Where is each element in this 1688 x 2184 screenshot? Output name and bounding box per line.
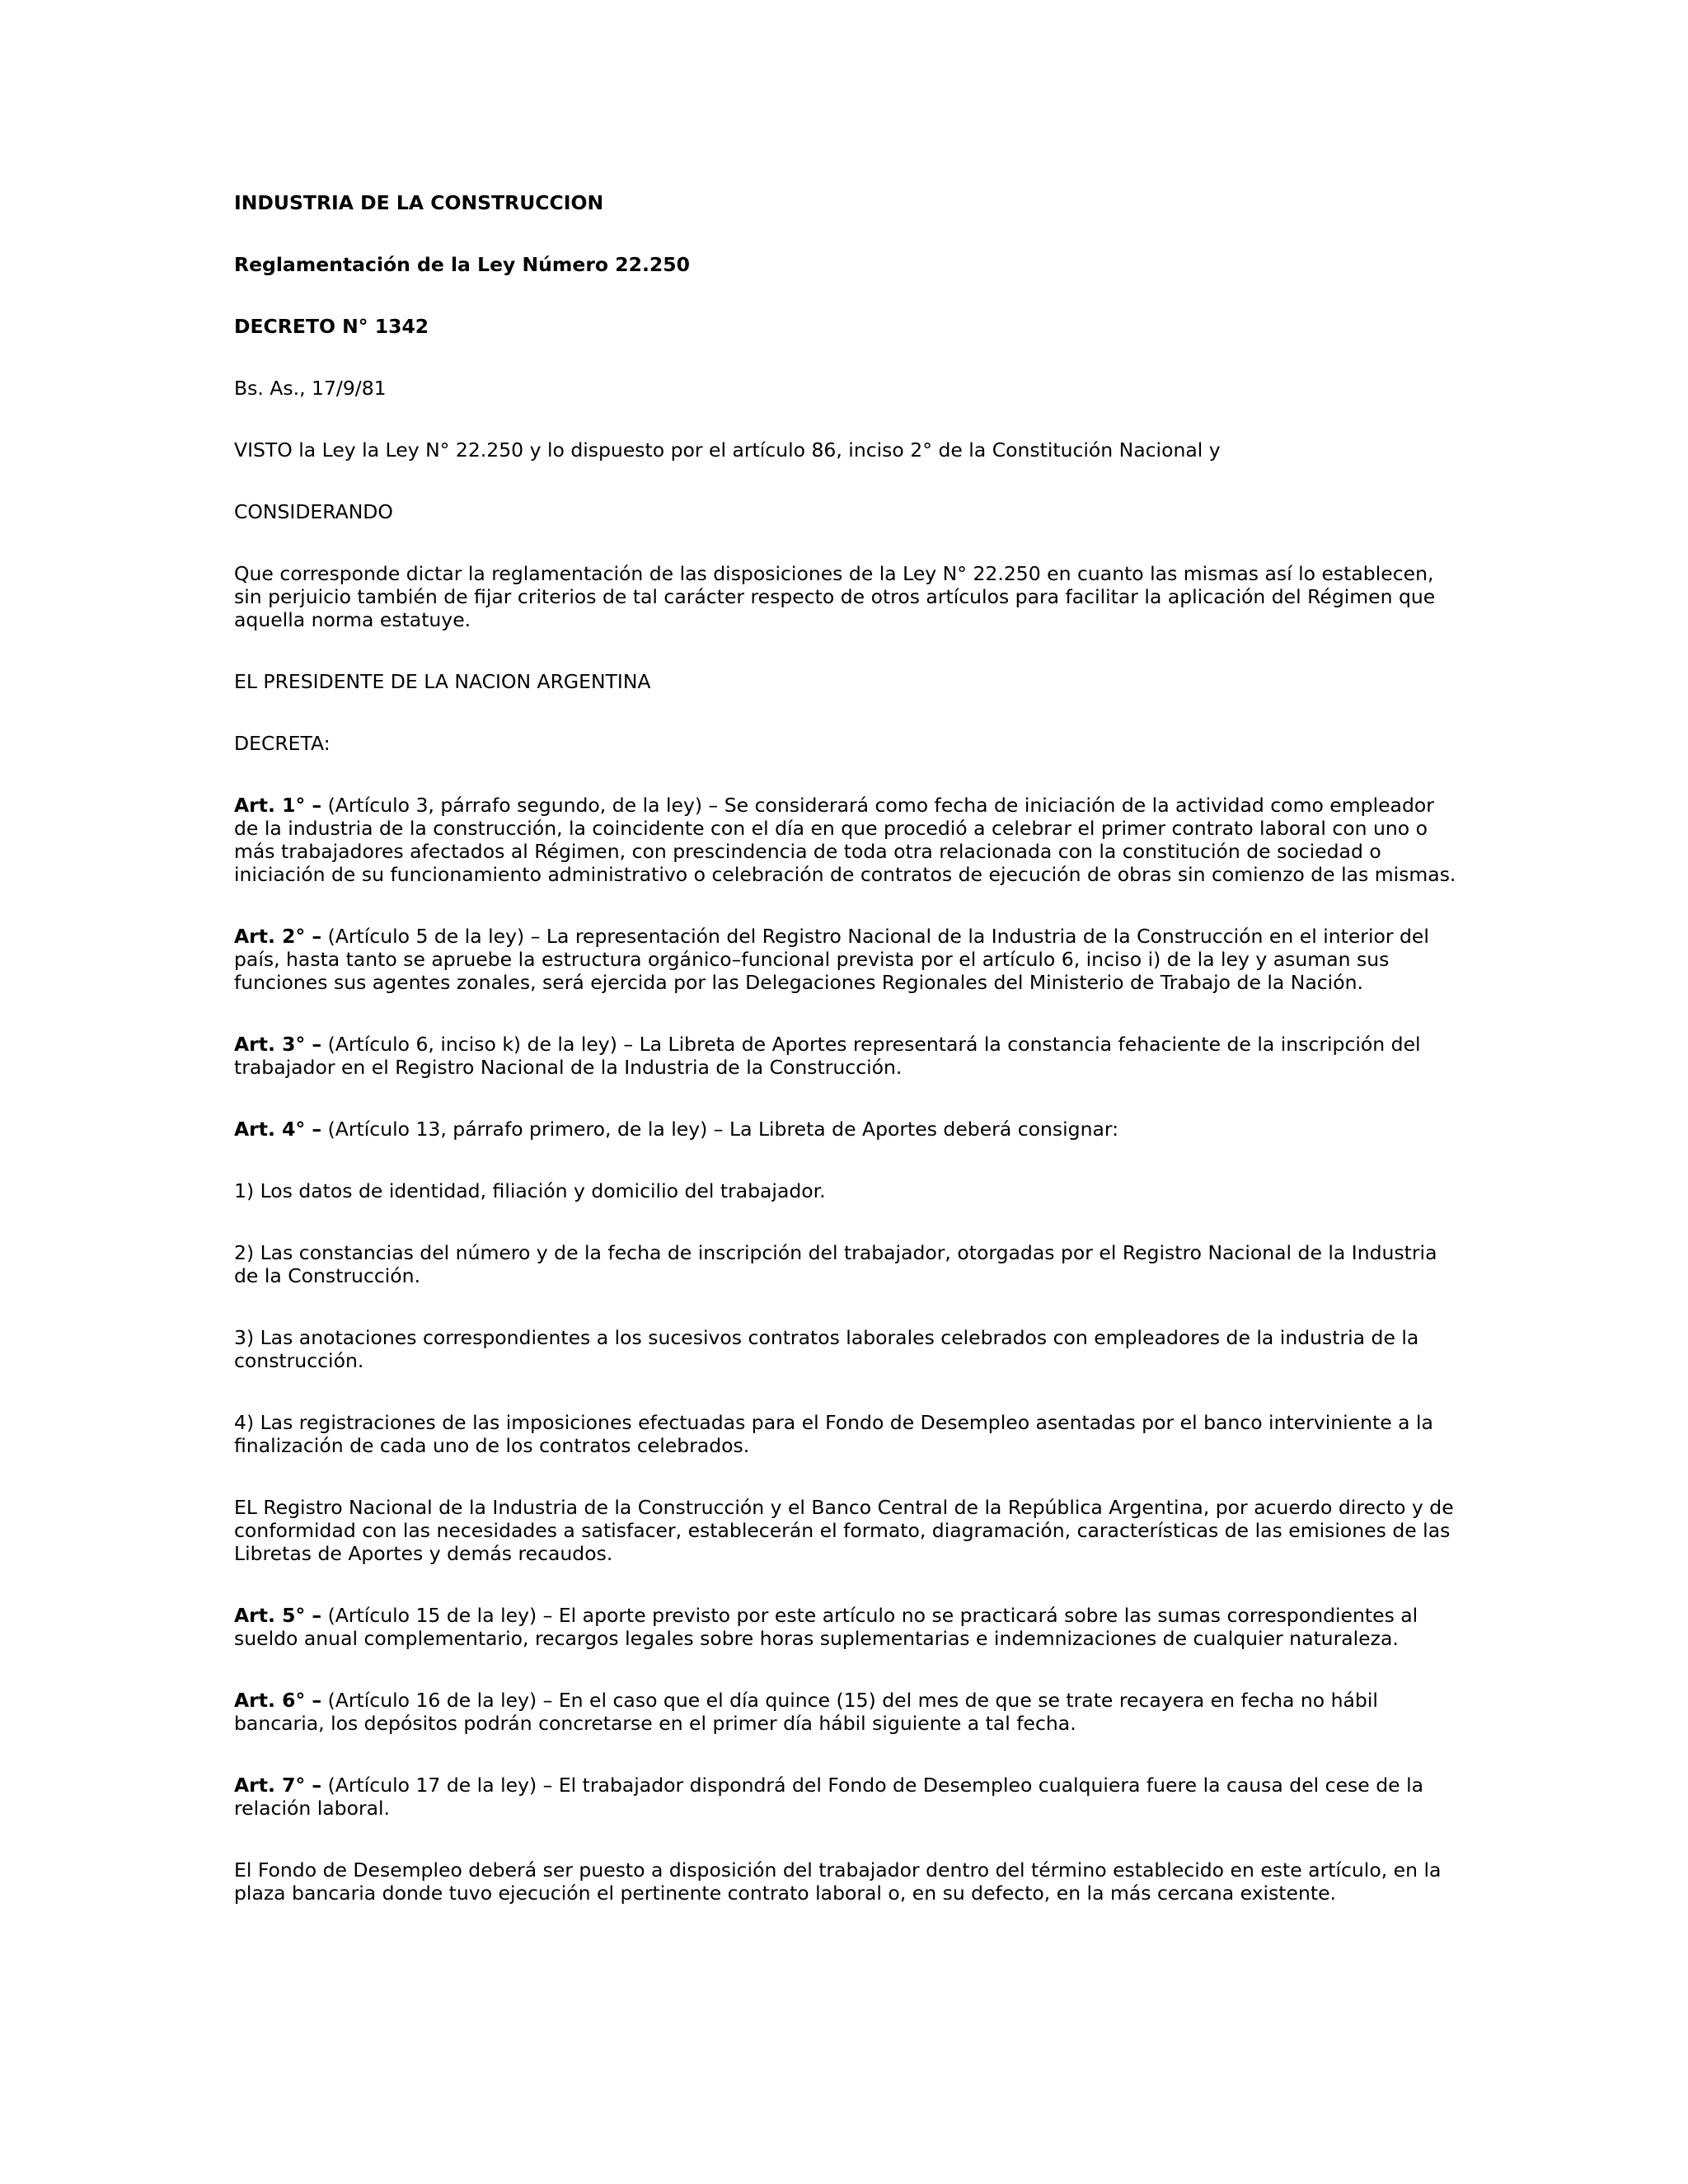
list-item: 3) Las anotaciones correspondientes a los sucesivos contratos laborales celebrados con empleadores de la industria de la construcción. bbox=[234, 1326, 1419, 1372]
list-item: 2) Las constancias del número y de la fecha de inscripción del trabajador, otorgadas por el Registro Nacional de la Industria de la Construcción. bbox=[234, 1241, 1437, 1287]
article-3 bbox=[234, 1033, 1462, 1079]
considerando-paragraph: Que corresponde dictar la reglamentación de las disposiciones de la Ley N° 22.250 en cuanto las mismas así lo establecen, sin perjuicio también de fijar criterios de tal carácter respecto de otros artículos para facilitar la aplicación del Régimen que aquella norma estatuye. bbox=[234, 562, 1436, 631]
fondo-paragraph: El Fondo de Desempleo deberá ser puesto a disposición del trabajador dentro del término establecido en este artículo, en la plaza bancaria donde tuvo ejecución el pertinente contrato laboral o, en su defecto, en la más cercana existente. bbox=[234, 1858, 1442, 1905]
article-6 bbox=[234, 1689, 1462, 1735]
president-line: EL PRESIDENTE DE LA NACION ARGENTINA bbox=[234, 670, 651, 693]
registro-paragraph: EL Registro Nacional de la Industria de la Construcción y el Banco Central de la República Argentina, por acuerdo directo y de conformidad con las necesidades a satisfacer, establecerán el formato, diagramación, características de las emisiones de las Libretas de Aportes y demás recaudos. bbox=[234, 1496, 1454, 1565]
decreta-label: DECRETA: bbox=[234, 732, 331, 755]
list-item: 4) Las registraciones de las imposiciones efectuadas para el Fondo de Desempleo asentadas por el banco interviniente a la finalización de cada uno de los contratos celebrados. bbox=[234, 1411, 1433, 1457]
place-date: Bs. As., 17/9/81 bbox=[234, 377, 387, 400]
decree-number: DECRETO N° 1342 bbox=[234, 315, 429, 338]
document-subtitle: Reglamentación de la Ley Número 22.250 bbox=[234, 253, 690, 276]
article-1 bbox=[234, 794, 1462, 886]
list-item: 1) Los datos de identidad, filiación y domicilio del trabajador. bbox=[234, 1179, 826, 1202]
article-5 bbox=[234, 1604, 1462, 1650]
considerando-label: CONSIDERANDO bbox=[234, 500, 393, 523]
article-label: Art. 2° – bbox=[234, 925, 322, 948]
article-label: Art. 6° – bbox=[234, 1689, 322, 1712]
document-page bbox=[234, 191, 1462, 1943]
article-2 bbox=[234, 925, 1462, 994]
article-label: Art. 5° – bbox=[234, 1604, 322, 1627]
article-text: (Artículo 6, inciso k) de la ley) – La Libreta de Aportes representará la constancia fehaciente de la inscripción del trabajador en el Registro Nacional de la Industria de la Construcción. bbox=[234, 1033, 1421, 1079]
document-title: INDUSTRIA DE LA CONSTRUCCION bbox=[234, 191, 604, 214]
article-4 bbox=[234, 1118, 1462, 1141]
visto-paragraph: VISTO la Ley la Ley N° 22.250 y lo dispuesto por el artículo 86, inciso 2° de la Constitución Nacional y bbox=[234, 438, 1221, 462]
article-text: (Artículo 15 de la ley) – El aporte previsto por este artículo no se practicará sobre las sumas correspondientes al sueldo anual complementario, recargos legales sobre horas suplementarias e indemnizaciones de cualquier naturaleza. bbox=[234, 1604, 1418, 1650]
article-text: (Artículo 5 de la ley) – La representación del Registro Nacional de la Industria de la Construcción en el interior del país, hasta tanto se apruebe la estructura orgánico–funcional prevista por el artículo 6, inciso i) de la ley y asuman sus funciones sus agentes zonales, será ejercida por las Delegaciones Regionales del Ministerio de Trabajo de la Nación. bbox=[234, 925, 1429, 994]
article-text: (Artículo 3, párrafo segundo, de la ley) – Se considerará como fecha de iniciación de la actividad como empleador de la industria de la construcción, la coincidente con el día en que procedió a celebrar el primer contrato laboral con uno o más trabajadores afectados al Régimen, con prescindencia de toda otra relacionada con la constitución de sociedad o iniciación de su funcionamiento administrativo o celebración de contratos de ejecución de obras sin comienzo de las mismas. bbox=[234, 794, 1456, 886]
article-text: (Artículo 17 de la ley) – El trabajador dispondrá del Fondo de Desempleo cualquiera fuere la causa del cese de la relación laboral. bbox=[234, 1774, 1423, 1820]
article-7 bbox=[234, 1774, 1462, 1820]
article-text: (Artículo 16 de la ley) – En el caso que el día quince (15) del mes de que se trate recayera en fecha no hábil bancaria, los depósitos podrán concretarse en el primer día hábil siguiente a tal fecha. bbox=[234, 1689, 1378, 1735]
article-label: Art. 1° – bbox=[234, 794, 322, 817]
article-label: Art. 4° – bbox=[234, 1118, 322, 1141]
article-label: Art. 7° – bbox=[234, 1774, 322, 1797]
article-label: Art. 3° – bbox=[234, 1033, 322, 1056]
article-text: (Artículo 13, párrafo primero, de la ley) – La Libreta de Aportes deberá consignar: bbox=[321, 1118, 1119, 1141]
